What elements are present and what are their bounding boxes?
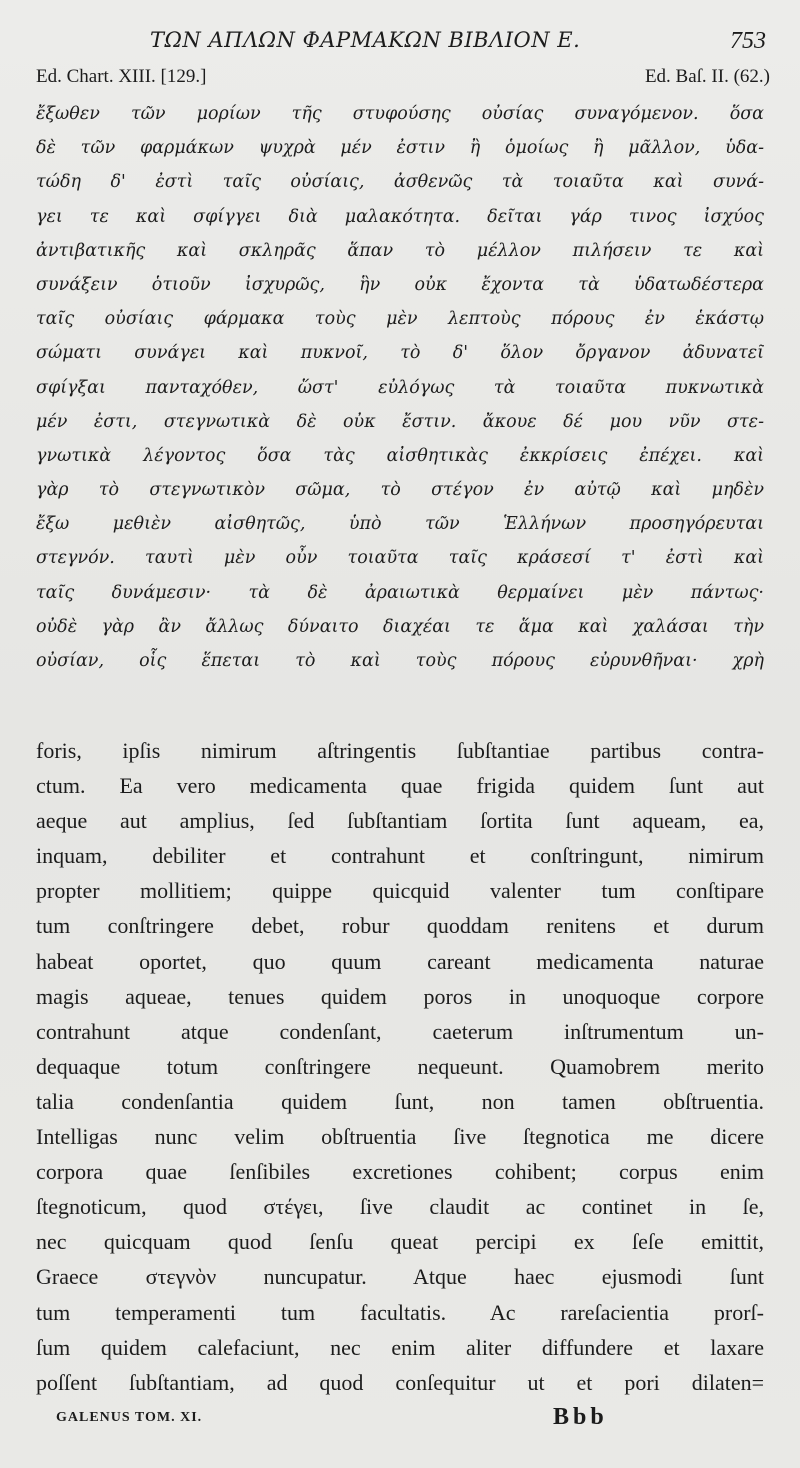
greek-text-line: στεγνόν. ταυτὶ μὲν οὖν τοιαῦτα ταῖς κράσεσί τ' ἐστὶ καὶ [36, 548, 764, 569]
signature-mark: Bbb [553, 1404, 608, 1430]
footer-volume-label: GALENUS TOM. XI. [56, 1410, 203, 1425]
running-title: ΤΩΝ ΑΠΛΩΝ ΦΑΡΜΑΚΩΝ ΒΙΒΛΙΟΝ Ε. [150, 28, 581, 52]
greek-text-line: γνωτικὰ λέγοντος ὅσα τὰς αἰσθητικὰς ἐκκρίσεις ἐπέχει. καὶ [36, 445, 764, 466]
latin-text-line: propter mollitiem; quippe quicquid valenter tum conſtipare [36, 878, 764, 904]
latin-text-line: contrahunt atque condenſant, caeterum inſtrumentum un- [36, 1018, 764, 1044]
greek-text-line: οὐσίαν, οἷς ἕπεται τὸ καὶ τοὺς πόρους εὐρυνθῆναι· χρὴ [36, 651, 764, 671]
latin-text-line: corpora quae ſenſibiles excretiones cohibent; corpus enim [36, 1159, 764, 1185]
edition-references [36, 66, 770, 92]
greek-text-line: οὐδὲ γὰρ ἂν ἄλλως δύναιτο διαχέαι τε ἅμα καὶ χαλάσαι τὴν [36, 616, 764, 637]
latin-text-line: foris, ipſis nimirum aſtringentis ſubſtantiae partibus contra- [36, 738, 764, 763]
greek-text-line: ἀντιβατικῆς καὶ σκληρᾶς ἅπαν τὸ μέλλον πιλήσειν τε καὶ [36, 240, 764, 261]
latin-text-line: magis aqueae, tenues quidem poros in unoquoque corpore [36, 983, 764, 1009]
greek-text-line: ἔξωθεν τῶν μορίων τῆς στυφούσης οὐσίας συναγόμενον. ὅσα [36, 104, 764, 124]
latin-text-line: habeat oportet, quo quum careant medicamenta naturae [36, 948, 764, 974]
edition-ref-basel: Ed. Baſ. II. (62.) [644, 66, 770, 87]
greek-text-line: μέν ἐστι, στεγνωτικὰ δὲ οὐκ ἔστιν. ἄκουε δέ μου νῦν στε- [36, 411, 764, 432]
edition-ref-chartier: Ed. Chart. XIII. [129.] [36, 66, 207, 87]
greek-text-line: ταῖς οὐσίαις φάρμακα τοὺς μὲν λεπτοὺς πόρους ἐν ἑκάστῳ [36, 309, 764, 330]
latin-text-line: tum conſtringere debet, robur quoddam renitens et durum [36, 913, 764, 939]
greek-text-block [36, 97, 764, 678]
latin-text-line: dequaque totum conſtringere nequeunt. Quamobrem merito [36, 1053, 764, 1079]
greek-text-line: γει τε καὶ σφίγγει διὰ μαλακότητα. δεῖται γάρ τινος ἰσχύος [36, 206, 764, 227]
latin-text-line: nec quicquam quod ſenſu queat percipi ex ſeſe emittit, [36, 1229, 764, 1255]
latin-text-line: aeque aut amplius, ſed ſubſtantiam ſortita ſunt aqueam, ea, [36, 808, 764, 834]
running-head [0, 28, 800, 58]
latin-text-line: ſtegnoticum, quod στέγει, ſive claudit ac continet in ſe, [36, 1194, 764, 1220]
greek-text-line: δὲ τῶν φαρμάκων ψυχρὰ μέν ἐστιν ἢ ὁμοίως ἢ μᾶλλον, ὑδα- [36, 138, 764, 159]
latin-text-line: poſſent ſubſtantiam, ad quod conſequitur ut et pori dilaten= [36, 1369, 764, 1395]
latin-text-line: tum temperamenti tum facultatis. Ac rareſacientia prorſ- [36, 1299, 764, 1325]
latin-text-line: Intelligas nunc velim obſtruentia ſive ſtegnotica me dicere [36, 1124, 764, 1150]
latin-text-line: ſum quidem calefaciunt, nec enim aliter diffundere et laxare [36, 1334, 764, 1360]
page-footer [56, 1404, 764, 1438]
greek-text-line: ἔξω μεθιὲν αἰσθητῶς, ὑπὸ τῶν Ἑλλήνων προσηγόρευται [36, 514, 764, 535]
latin-text-line: inquam, debiliter et contrahunt et conſtringunt, nimirum [36, 843, 764, 869]
latin-text-block [36, 733, 764, 1400]
greek-text-line: σώματι συνάγει καὶ πυκνοῖ, τὸ δ' ὅλον ὄργανον ἀδυνατεῖ [36, 343, 764, 364]
greek-text-line: ταῖς δυνάμεσιν· τὰ δὲ ἀραιωτικὰ θερμαίνει μὲν πάντως· [36, 582, 764, 603]
greek-text-line: συνάξειν ὁτιοῦν ἰσχυρῶς, ἣν οὐκ ἔχοντα τὰ ὑδατωδέστερα [36, 274, 764, 295]
greek-text-line: σφίγξαι πανταχόθεν, ὥστ' εὐλόγως τὰ τοιαῦτα πυκνωτικὰ [36, 377, 764, 398]
greek-text-line: τώδη δ' ἐστὶ ταῖς οὐσίαις, ἀσθενῶς τὰ τοιαῦτα καὶ συνά- [36, 172, 764, 193]
latin-text-line: Graece στεγνὸν nuncupatur. Atque haec ejusmodi ſunt [36, 1264, 764, 1290]
page-number: 753 [730, 28, 766, 54]
greek-text-line: γὰρ τὸ στεγνωτικὸν σῶμα, τὸ στέγον ἐν αὐτῷ καὶ μηδὲν [36, 480, 764, 501]
latin-text-line: ctum. Ea vero medicamenta quae frigida quidem ſunt aut [36, 773, 764, 799]
latin-text-line: talia condenſantia quidem ſunt, non tamen obſtruentia. [36, 1088, 764, 1114]
